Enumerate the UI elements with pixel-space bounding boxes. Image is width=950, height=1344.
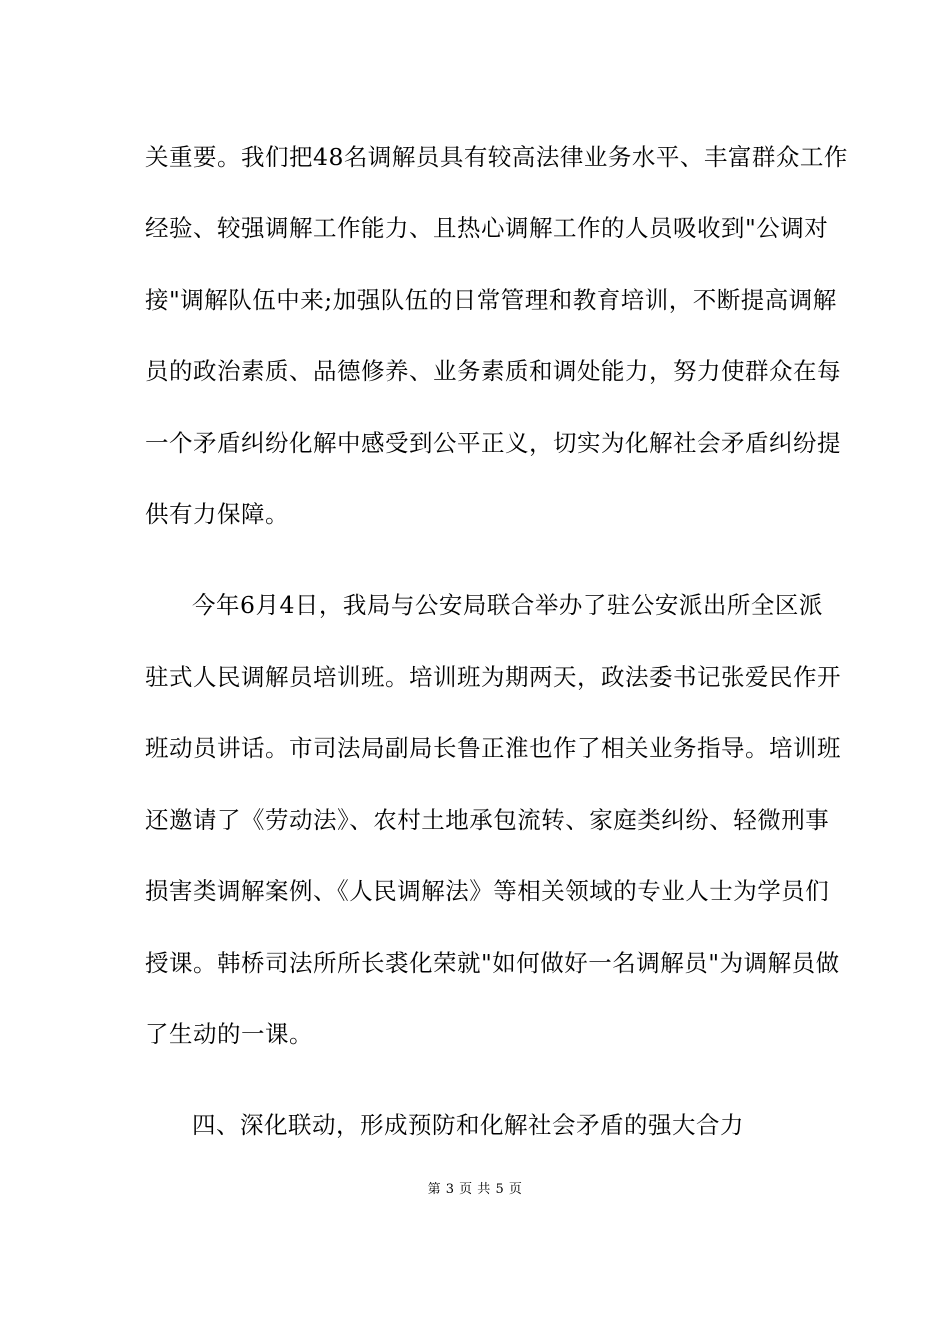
page-number-footer: 第 3 页 共 5 页 bbox=[427, 1182, 523, 1197]
text-line: 了生动的一课。 bbox=[145, 1020, 313, 1048]
text-line: 员的政治素质、品德修养、业务素质和调处能力，努力使群众在每 bbox=[145, 357, 841, 385]
text-line: 还邀请了《劳动法》、农村土地承包流转、家庭类纠纷、轻微刑事 bbox=[145, 806, 830, 834]
text-line: 关重要。我们把48名调解员具有较高法律业务水平、丰富群众工作 bbox=[145, 143, 848, 171]
text-line: 损害类调解案例、《人民调解法》等相关领域的专业人士为学员们 bbox=[145, 877, 830, 905]
section-heading: 四、深化联动，形成预防和化解社会矛盾的强大合力 bbox=[192, 1111, 744, 1139]
text-line: 一个矛盾纠纷化解中感受到公平正义，切实为化解社会矛盾纠纷提 bbox=[145, 429, 841, 457]
text-line: 接"调解队伍中来;加强队伍的日常管理和教育培训，不断提高调解 bbox=[145, 286, 837, 314]
text-line: 经验、较强调解工作能力、且热心调解工作的人员吸收到"公调对 bbox=[145, 214, 829, 242]
text-line: 驻式人民调解员培训班。培训班为期两天，政法委书记张爱民作开 bbox=[145, 663, 841, 691]
text-line: 班动员讲话。市司法局副局长鲁正淮也作了相关业务指导。培训班 bbox=[145, 734, 841, 762]
text-line: 供有力保障。 bbox=[145, 500, 289, 528]
paragraph-first-line: 今年6月4日，我局与公安局联合举办了驻公安派出所全区派 bbox=[192, 591, 823, 619]
text-line: 授课。韩桥司法所所长裘化荣就"如何做好一名调解员"为调解员做 bbox=[145, 949, 840, 977]
